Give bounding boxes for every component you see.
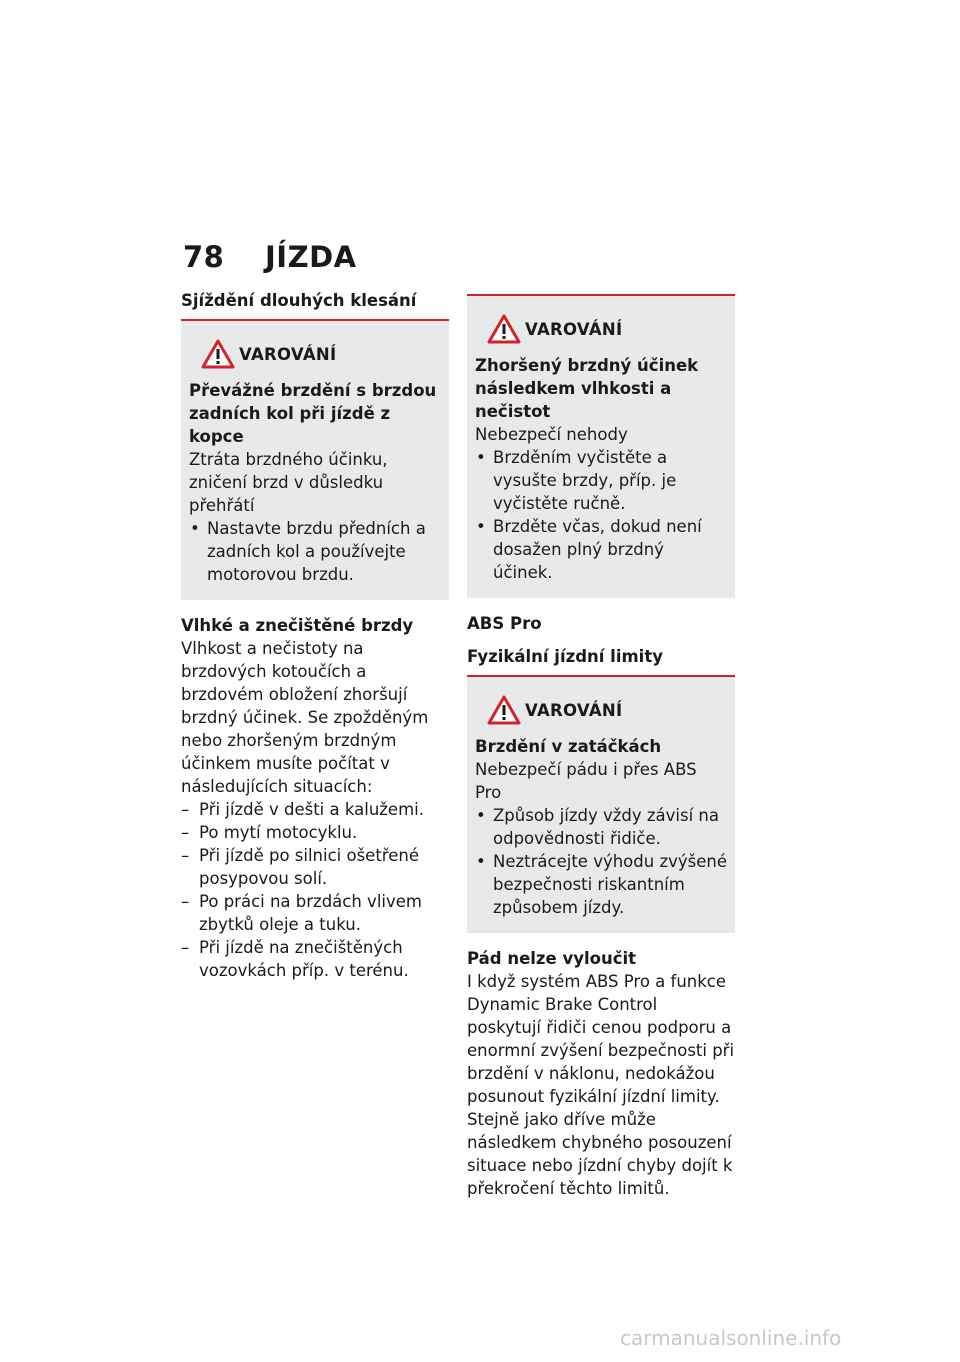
list-item: – Po mytí motocyklu. xyxy=(181,821,449,844)
warning-title: Brzdění v zatáčkách xyxy=(475,737,662,756)
left-column xyxy=(181,290,449,982)
warning-text: Nebezpečí pádu i přes ABS Pro xyxy=(475,760,697,802)
warning-bullets xyxy=(475,804,727,919)
warning-label: VAROVÁNÍ xyxy=(525,701,623,720)
warning-box xyxy=(467,677,735,933)
wet-brakes-paragraph: Vlhkost a nečistoty na brzdových kotoučích a brzdovém obložení zhoršují brzdný účinek. Se zpožděným nebo zhoršeným brzdným účinkem musíte počítat v následujících situacích: xyxy=(181,639,429,796)
list-item: – Při jízdě v dešti a kalužemi. xyxy=(181,798,449,821)
list-item: • Brzděním vyčistěte a vysušte brzdy, příp. je vyčistěte ručně. xyxy=(475,446,727,515)
warning-label: VAROVÁNÍ xyxy=(525,320,623,339)
list-item: • Nastavte brzdu předních a zadních kol a používejte motorovou brzdu. xyxy=(189,517,441,586)
list-item: – Při jízdě po silnici ošetřené posypovou solí. xyxy=(181,844,449,890)
warning-box xyxy=(467,296,735,598)
warning-title: Převážné brzdění s brzdou zadních kol při jízdě z kopce xyxy=(189,381,437,446)
section-title-wet-brakes: Vlhké a znečištěné brzdy xyxy=(181,616,414,635)
warning-label: VAROVÁNÍ xyxy=(239,345,337,364)
warning-header xyxy=(189,337,441,377)
warning-title: Zhoršený brzdný účinek následkem vlhkosti a nečistot xyxy=(475,356,699,421)
section-title-abs-pro: ABS Pro xyxy=(467,614,542,633)
list-item: – Po práci na brzdách vlivem zbytků oleje a tuku. xyxy=(181,890,449,936)
warning-box xyxy=(181,321,449,600)
watermark: carmanualsonline.info xyxy=(620,1326,842,1350)
right-column xyxy=(467,290,735,1200)
section-title-descents: Sjíždění dlouhých klesání xyxy=(181,291,417,310)
section-title-limits: Fyzikální jízdní limity xyxy=(467,647,663,666)
fall-paragraph: I když systém ABS Pro a funkce Dynamic Brake Control poskytují řidiči cenou podporu a enormní zvýšení bezpečnosti při brzdění v náklonu, nedokážou posunout fyzikální jízdní limity. Stejně jako dříve může následkem chybného posouzení situace nebo jízdní chyby dojít k překročení těchto limitů. xyxy=(467,972,735,1198)
situations-list xyxy=(181,798,449,982)
warning-bullets xyxy=(475,446,727,584)
warning-header xyxy=(475,312,727,352)
section-title-fall: Pád nelze vyloučit xyxy=(467,949,637,968)
list-item: • Brzděte včas, dokud není dosažen plný brzdný účinek. xyxy=(475,515,727,584)
warning-triangle-icon xyxy=(487,314,521,344)
warning-triangle-icon xyxy=(487,695,521,725)
list-item: • Způsob jízdy vždy závisí na odpovědnosti řidiče. xyxy=(475,804,727,850)
list-item: • Neztrácejte výhodu zvýšené bezpečnosti riskantním způsobem jízdy. xyxy=(475,850,727,919)
warning-header xyxy=(475,693,727,733)
page-number: 78 xyxy=(183,240,225,274)
list-item: – Při jízdě na znečištěných vozovkách příp. v terénu. xyxy=(181,936,449,982)
warning-bullets xyxy=(189,517,441,586)
warning-text: Ztráta brzdného účinku, zničení brzd v důsledku přehřátí xyxy=(189,450,388,515)
chapter-title: JÍZDA xyxy=(265,240,357,274)
warning-text: Nebezpečí nehody xyxy=(475,425,628,444)
warning-triangle-icon xyxy=(201,339,235,369)
